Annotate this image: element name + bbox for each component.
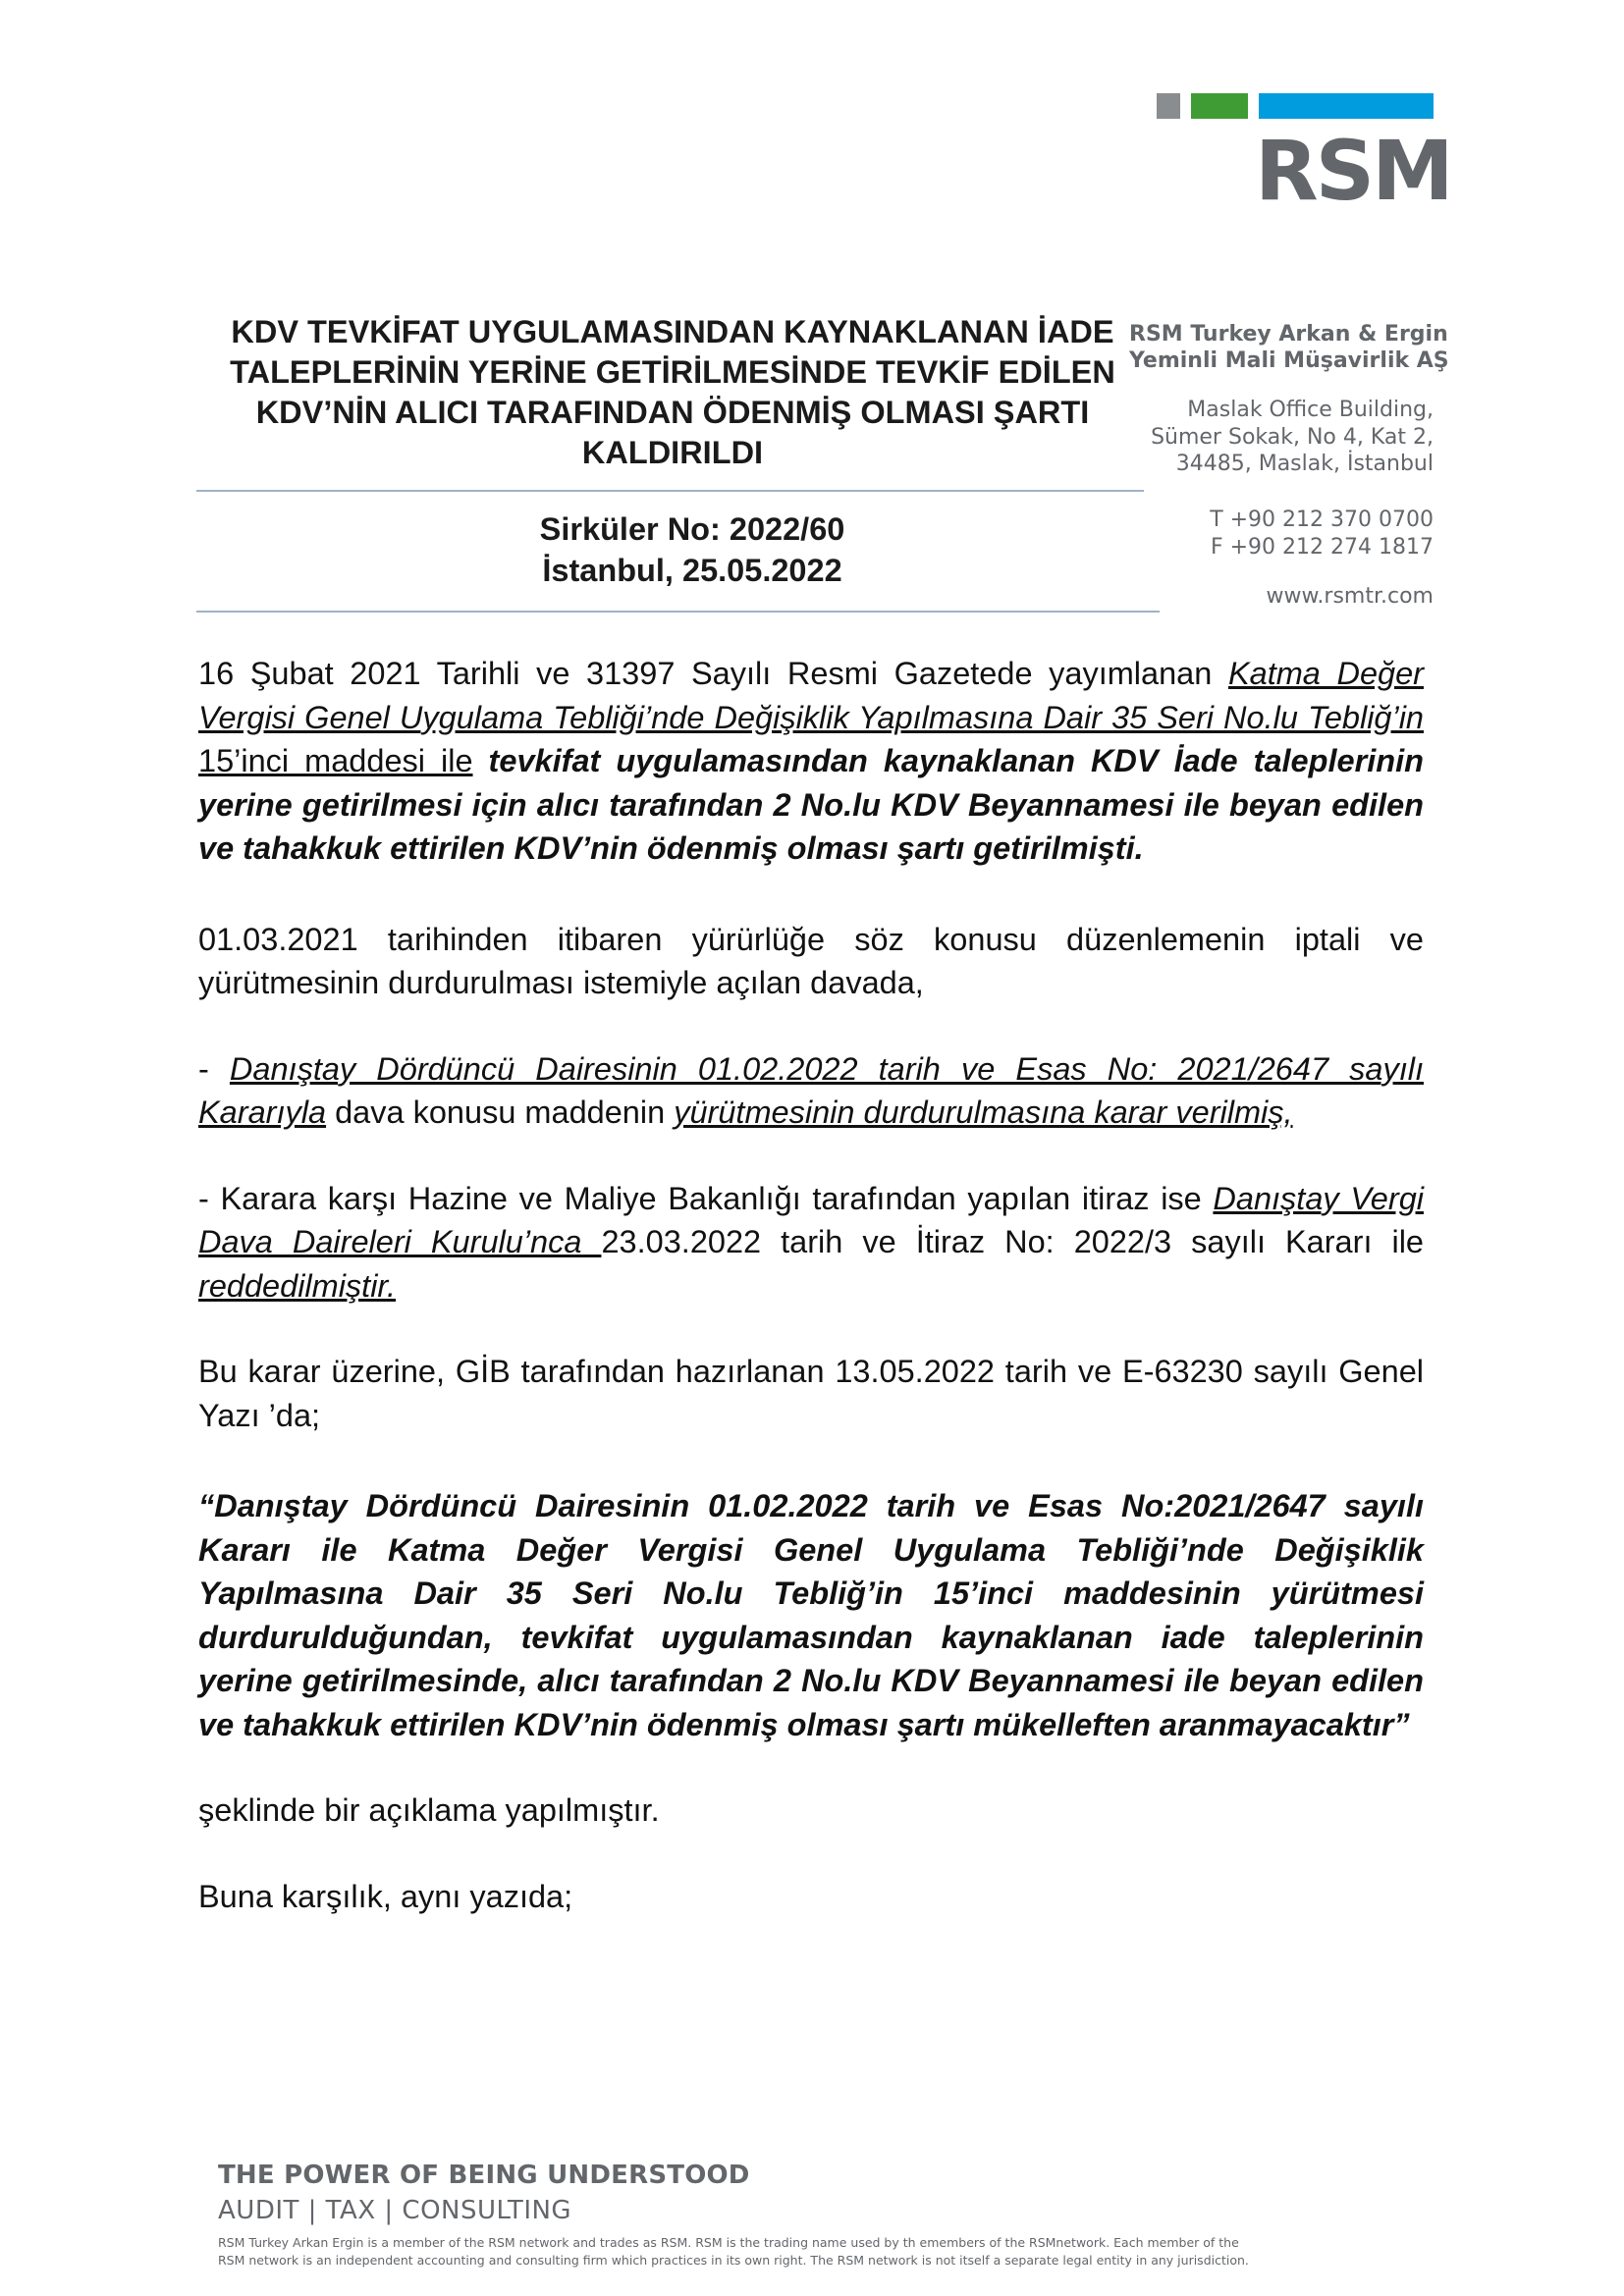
title-line-3: KDV’NİN ALICI TARAFINDAN ÖDENMİŞ OLMASI ŞARTI: [255, 395, 1090, 430]
document-body: [198, 652, 1424, 1960]
paragraph-council-decision: [198, 1047, 1424, 1135]
title-line-2: TALEPLERİNİN YERİNE GETİRİLMESİNDE TEVKİF EDİLEN: [230, 354, 1115, 390]
rsm-logo-bars: [1157, 93, 1434, 119]
p3-text-a: -: [198, 1050, 230, 1087]
logo-bar-green: [1191, 93, 1248, 119]
circular-divider: [196, 611, 1160, 613]
office-line-3: 34485, Maslak, İstanbul: [1175, 452, 1434, 476]
communique-link[interactable]: Katma Değer Vergisi Genel Uygulama Tebliği’nde Değişiklik Yapılmasına Dair 35 Seri No.lu Tebliğ’in: [198, 656, 1424, 735]
rsm-logo-text: RSM: [1255, 123, 1451, 219]
paragraph-explanation: şeklinde bir açıklama yapılmıştır.: [198, 1792, 660, 1828]
circular-place-date: İstanbul, 25.05.2022: [542, 553, 842, 588]
p4-text-a: - Karara karşı Hazine ve Maliye Bakanlığı tarafından yapılan itiraz ise: [198, 1180, 1214, 1216]
footer-legal-notice: [218, 2234, 1357, 2269]
paragraph-gib-letter: Bu karar üzerine, GİB tarafından hazırlanan 13.05.2022 tarih ve E-63230 sayılı Genel Yazı ’da;: [198, 1354, 1424, 1433]
p3-text-b: dava konusu maddenin: [326, 1095, 675, 1130]
p1-emphasis: tevkifat uygulamasından kaynaklanan KDV İade taleplerinin yerine getirilmesi için alıcı tarafından 2 No.lu KDV Beyannamesi ile beyan edilen ve tahakkuk ettirilen KDV’nin ödenmiş olması şartı getirilmişti.: [198, 743, 1424, 866]
website[interactable]: [1129, 583, 1434, 611]
paragraph-objection: [198, 1177, 1424, 1308]
paragraph-however: Buna karşılık, aynı yazıda;: [198, 1878, 573, 1914]
logo-bar-gray: [1157, 93, 1180, 119]
website-link[interactable]: www.rsmtr.com: [1266, 584, 1434, 609]
document-title: [196, 312, 1149, 473]
footer-tagline: THE POWER OF BEING UNDERSTOOD: [218, 2161, 750, 2190]
firm-name-line-2: Yeminli Mali Müşavirlik AŞ: [1129, 348, 1449, 373]
firm-name: [1129, 321, 1449, 374]
office-address: [1129, 397, 1434, 478]
office-line-2: Sümer Sokak, No 4, Kat 2,: [1151, 424, 1434, 450]
council-board-link[interactable]: Danıştay Vergi Dava Daireleri Kurulu’nca: [198, 1180, 1424, 1259]
title-divider: [196, 490, 1144, 492]
p1-text-c: [473, 743, 489, 778]
legal-line-2: RSM network is an independent accounting and consulting firm which practices in its own right. The RSM network is not itself a separate legal entity in any jurisdiction.: [218, 2253, 1249, 2268]
paragraph-intro: [198, 652, 1424, 871]
logo-bar-blue: [1259, 93, 1434, 119]
title-line-4: KALDIRILDI: [581, 435, 764, 470]
p4-text-b: 23.03.2022 tarih ve İtiraz No: 2022/3 sayılı Kararı ile: [601, 1224, 1424, 1259]
circular-number: Sirküler No: 2022/60: [539, 511, 845, 547]
phone-number: T +90 212 370 0700: [1210, 507, 1434, 532]
paragraph-lawsuit: 01.03.2021 tarihinden itibaren yürürlüğe söz konusu düzenlemenin iptali ve yürütmesinin durdurulması istemiyle açılan davada,: [198, 921, 1424, 1000]
fax-number: F +90 212 274 1817: [1210, 535, 1434, 560]
article-reference: 15’inci maddesi ile: [198, 743, 473, 778]
quoted-statement: “Danıştay Dördüncü Dairesinin 01.02.2022 tarih ve Esas No:2021/2647 sayılı Kararı ile Katma Değer Vergisi Genel Uygulama Tebliği’nde Değişiklik Yapılmasına Dair 35 Seri No.lu Tebliğ’in 15’inci maddesinin yürütmesi durdurulduğundan, tevkifat uygulamasından kaynaklanan iade taleplerinin yerine getirilmesinde, alıcı tarafından 2 No.lu KDV Beyannamesi ile beyan edilen ve tahakkuk ettirilen KDV’nin ödenmiş olması şartı mükelleften aranmayacaktır”: [198, 1488, 1424, 1742]
danistay-decision-link[interactable]: Danıştay Dördüncü Dairesinin 01.02.2022 tarih ve Esas No: 2021/2647 sayılı Kararıyla: [198, 1050, 1424, 1130]
rejection-link[interactable]: reddedilmiştir.: [198, 1267, 397, 1304]
footer-services: AUDIT | TAX | CONSULTING: [218, 2196, 572, 2225]
contact-numbers: [1129, 507, 1434, 561]
circular-info: [196, 508, 1188, 591]
firm-name-line-1: RSM Turkey Arkan & Ergin: [1129, 322, 1448, 347]
office-line-1: Maslak Office Building,: [1187, 398, 1434, 422]
title-line-1: KDV TEVKİFAT UYGULAMASINDAN KAYNAKLANAN İADE: [231, 314, 1114, 349]
legal-line-1: RSM Turkey Arkan Ergin is a member of the RSM network and trades as RSM. RSM is the trading name used by th emembers of the RSMnetwork. Each member of the: [218, 2235, 1239, 2250]
p1-text-a: 16 Şubat 2021 Tarihli ve 31397 Sayılı Resmi Gazetede yayımlanan: [198, 656, 1228, 691]
suspension-link[interactable]: yürütmesinin durdurulmasına karar verilmiş,: [674, 1095, 1293, 1130]
